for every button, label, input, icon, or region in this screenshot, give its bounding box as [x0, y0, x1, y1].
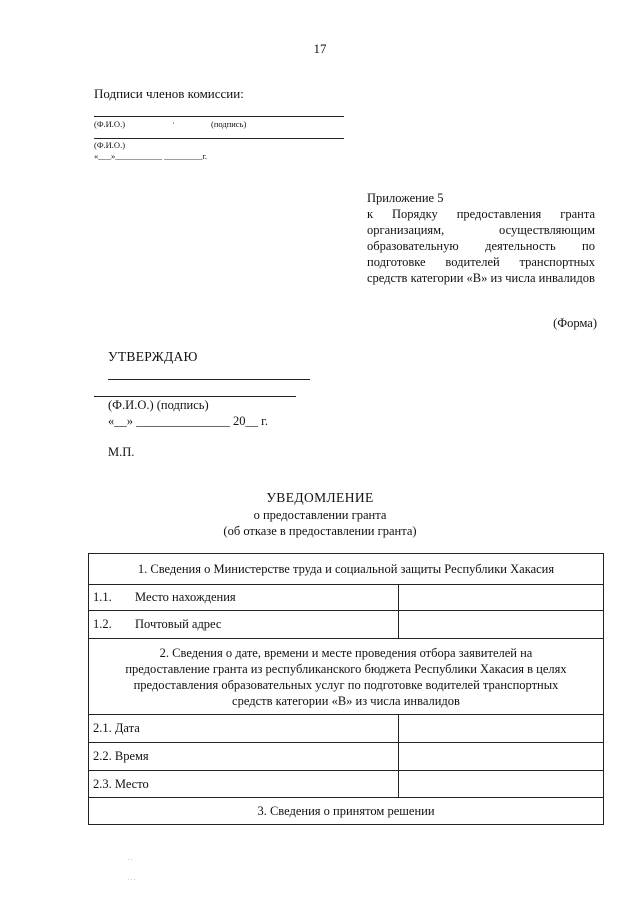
row-1-1-label-cell [89, 585, 399, 611]
appendix-text: к Порядку предоставления гранта организациям, осуществляющим образовательную деятельность по подготовке водителей транспортных средств категории «В» из числа инвалидов [367, 207, 595, 285]
approval-line-2 [94, 396, 296, 397]
section-2-line: 2. Сведения о дате, времени и месте проведения отбора заявителей на [159, 645, 533, 660]
section-2-line: предоставления образовательных услуг по подготовке водителей транспортных [133, 677, 559, 692]
approval-fio-sign: (Ф.И.О.) (подпись) [108, 398, 209, 412]
signature-row1-fio: (Ф.И.О.) [94, 119, 126, 129]
section-2-line: предоставление гранта из республиканского бюджета Республики Хакасия в целях [125, 661, 567, 676]
signature-row1-sign: (подпись) [211, 119, 247, 129]
table-row [89, 639, 604, 715]
table-row [89, 715, 604, 743]
approval-line-1 [108, 379, 310, 380]
row-2-3-value-cell[interactable] [399, 771, 604, 798]
row-2-1-value-cell[interactable] [399, 715, 604, 743]
signatures-heading: Подписи членов комиссии: [94, 86, 244, 101]
section-2-header [89, 639, 604, 715]
approval-heading: УТВЕРЖДАЮ [108, 349, 198, 364]
row-1-2-number: 1.2. [93, 617, 112, 631]
table-row [89, 585, 604, 611]
table-row [89, 554, 604, 585]
page-number: 17 [313, 41, 327, 56]
notice-subtitle: о предоставлении гранта [253, 508, 387, 522]
signature-line-2 [94, 138, 344, 139]
notice-subtitle-alt: (об отказе в предоставлении гранта) [223, 524, 417, 538]
row-2-3-label: 2.3. Место [89, 771, 399, 798]
section-3-header: 3. Сведения о принятом решении [89, 798, 604, 825]
appendix-title: Приложение 5 [367, 191, 444, 205]
row-1-1-number: 1.1. [93, 590, 112, 604]
stamp-place: М.П. [108, 445, 135, 459]
scan-mark: . . [128, 856, 133, 862]
table-row [89, 743, 604, 771]
notice-title: УВЕДОМЛЕНИЕ [266, 490, 374, 505]
signature-line-1 [94, 116, 344, 117]
row-2-2-label: 2.2. Время [89, 743, 399, 771]
row-1-1-label: Место нахождения [135, 590, 236, 604]
row-1-2-label-cell [89, 611, 399, 639]
row-1-2-value-cell[interactable] [399, 611, 604, 639]
row-2-1-label: 2.1. Дата [89, 715, 399, 743]
table-row [89, 611, 604, 639]
notice-table [88, 553, 604, 825]
section-1-header: 1. Сведения о Министерстве труда и социальной защиты Республики Хакасия [89, 554, 604, 585]
section-2-line: средств категории «В» из числа инвалидов [232, 693, 460, 708]
form-label: (Форма) [553, 316, 597, 330]
signature-row2-fio: (Ф.И.О.) [94, 140, 126, 150]
row-1-2-label: Почтовый адрес [135, 617, 222, 631]
row-2-2-value-cell[interactable] [399, 743, 604, 771]
signature-row1-dot: · [172, 118, 175, 128]
table-row [89, 771, 604, 798]
row-1-1-value-cell[interactable] [399, 585, 604, 611]
appendix-block [367, 190, 595, 286]
table-row [89, 798, 604, 825]
approval-date: «__» _______________ 20__ г. [108, 414, 268, 428]
scan-mark: . . . [128, 876, 136, 882]
signature-row2-date: «___»___________ _________г. [94, 151, 208, 161]
